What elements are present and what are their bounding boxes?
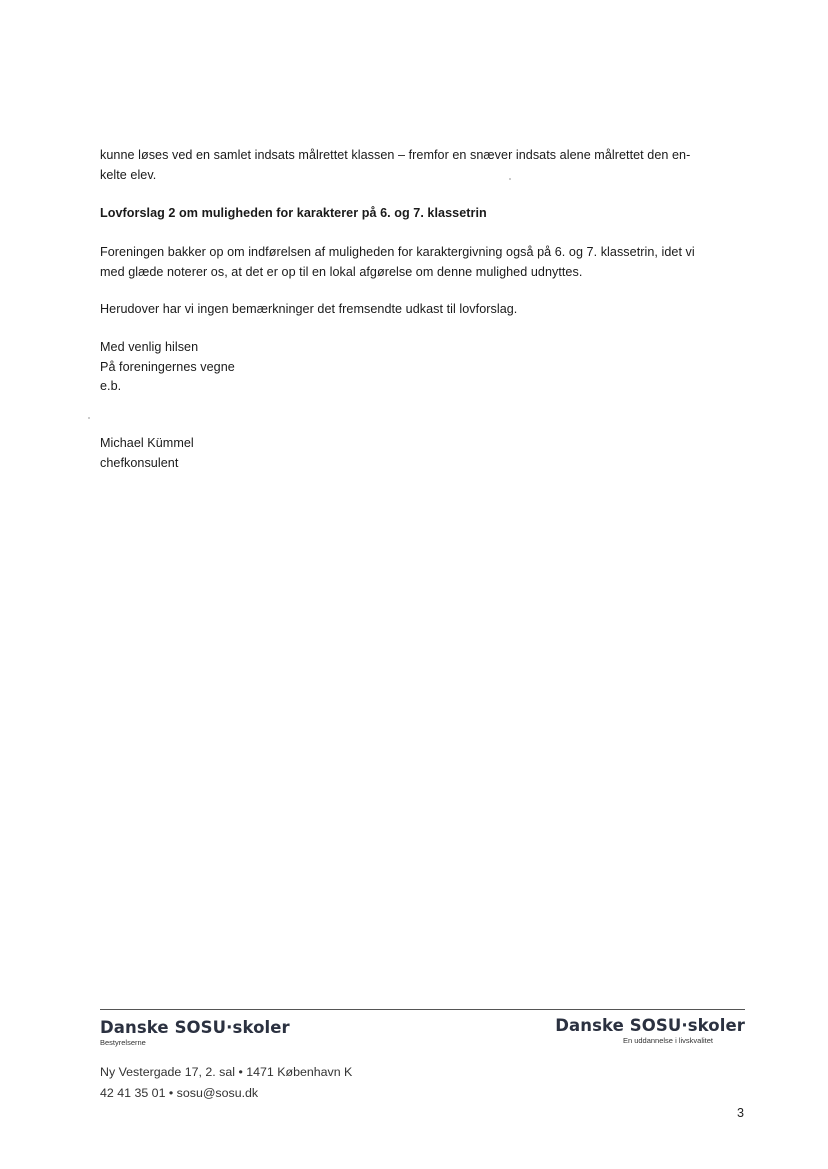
signature-block xyxy=(100,434,740,473)
scan-speck xyxy=(509,178,511,180)
closing-line: e.b. xyxy=(100,379,122,393)
signature-title: chefkonsulent xyxy=(100,455,179,470)
footer-address xyxy=(100,1062,352,1104)
contact-line: 42 41 35 01 • sosu@sosu.dk xyxy=(100,1086,259,1100)
paragraph-support xyxy=(100,243,740,282)
signature-name: Michael Kümmel xyxy=(100,436,194,450)
logo-wordmark: Danske SOSU·skoler xyxy=(555,1016,745,1035)
footer-logo-right xyxy=(555,1016,745,1045)
closing-line: På foreningernes vegne xyxy=(100,359,235,374)
page-number: 3 xyxy=(736,1106,744,1120)
paragraph-continuation xyxy=(100,146,740,185)
section-heading: Lovforslag 2 om muligheden for karakterer på 6. og 7. klassetrin xyxy=(100,206,487,220)
paragraph-line: med glæde noterer os, at det er op til en lokal afgørelse om denne mulighed udnyttes. xyxy=(100,264,583,279)
footer-logo-left xyxy=(100,1018,290,1047)
logo-tagline: En uddannelse i livskvalitet xyxy=(622,1036,713,1045)
paragraph-line: kunne løses ved en samlet indsats målrettet klassen – fremfor en snæver indsats alene målrettet den en- xyxy=(100,148,691,162)
paragraph-line: Herudover har vi ingen bemærkninger det fremsendte udkast til lovforslag. xyxy=(100,302,518,316)
closing-line: Med venlig hilsen xyxy=(100,340,199,354)
logo-wordmark: Danske SOSU·skoler xyxy=(100,1018,290,1037)
paragraph-line: Foreningen bakker op om indførelsen af muligheden for karaktergivning også på 6. og 7. klassetrin, idet vi xyxy=(100,245,695,259)
footer-divider xyxy=(100,1009,745,1010)
closing-block xyxy=(100,338,740,397)
scan-speck xyxy=(88,417,90,419)
paragraph-remarks xyxy=(100,300,740,320)
address-line: Ny Vestergade 17, 2. sal • 1471 København K xyxy=(100,1065,353,1079)
paragraph-line: kelte elev. xyxy=(100,167,157,182)
logo-subtitle: Bestyrelserne xyxy=(100,1038,146,1047)
